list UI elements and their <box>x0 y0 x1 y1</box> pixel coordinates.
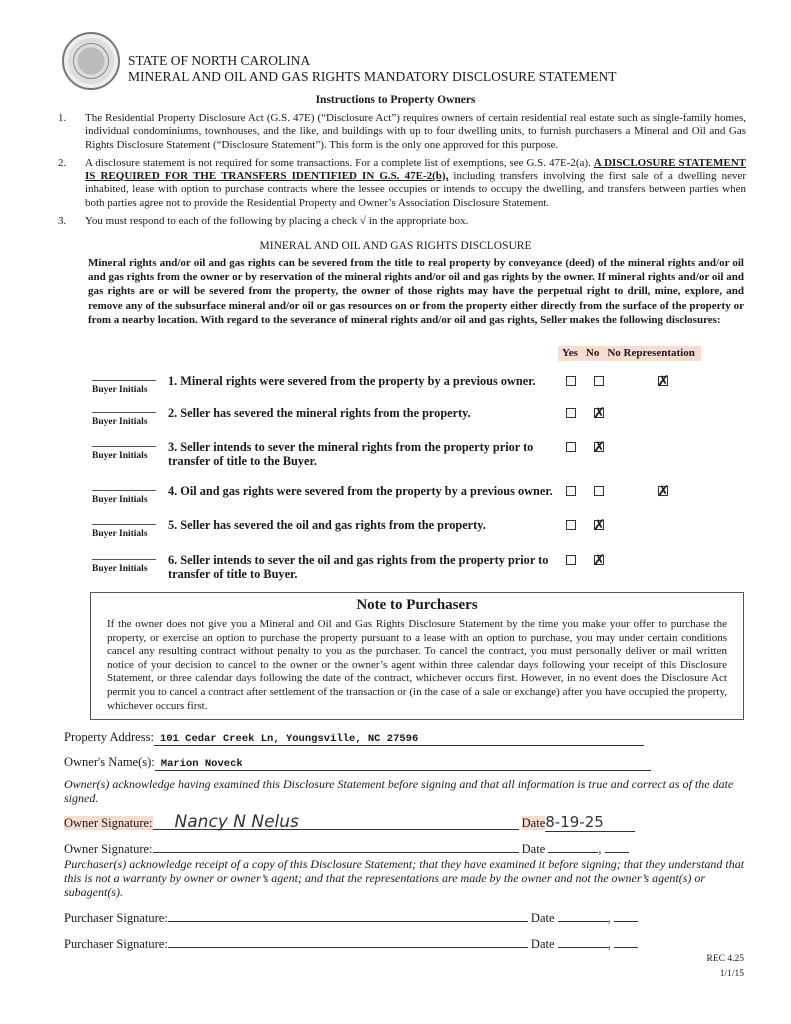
form-footer <box>707 952 744 982</box>
item-text <box>85 157 746 210</box>
buyer-initials-field[interactable]: Buyer Initials <box>92 559 156 574</box>
checkbox-no-rep[interactable] <box>658 442 666 450</box>
state-name: STATE OF NORTH CAROLINA <box>128 53 311 68</box>
item-text-part: A disclosure statement is not required for some transactions. For a complete list of exemptions, see G.S. 47E-2(a). <box>85 156 594 169</box>
checkbox-no-rep[interactable] <box>657 482 670 500</box>
purchaser-signature-1-label: Purchaser Signature: <box>64 911 168 925</box>
owner-name-input[interactable]: Marion Noveck <box>155 758 651 771</box>
owner-2-date-label: Date <box>521 842 546 856</box>
checkbox-no[interactable] <box>594 486 604 496</box>
disclosure-row <box>90 440 750 470</box>
col-no: No <box>585 347 600 359</box>
purchaser-1-date-label: Date <box>530 911 555 925</box>
owner-2-date-input[interactable] <box>548 838 598 853</box>
checkbox-no[interactable] <box>594 376 604 386</box>
checkbox-no-rep[interactable] <box>658 408 666 416</box>
instruction-item <box>58 112 746 152</box>
item-text: The Residential Property Disclosure Act (G.S. 47E) (“Disclosure Act”) requires owners of certain residential real estate such as single-family homes, individual condominiums, townhouses, and the like, and buildings with up to four dwelling units, to furnish purchasers a Mineral and Oil and Gas Rights Disclosure Statement (“Disclosure Statement”). This form is the only one approved for this purpose. <box>85 112 746 151</box>
disclosure-question: 2. Seller has severed the mineral rights from the property. <box>168 406 471 420</box>
checkbox-yes[interactable] <box>566 442 576 452</box>
purchaser-2-date-input[interactable] <box>558 933 608 948</box>
buyer-initials-field[interactable]: Buyer Initials <box>92 524 156 539</box>
owner-signature-2-row: Owner Signature: Date , <box>64 838 629 857</box>
owner-2-year-input[interactable] <box>605 838 629 853</box>
disclosure-paragraph: Mineral rights and/or oil and gas rights can be severed from the title to real property by conveyance (deed) of the mineral rights and/or oil and gas rights from the owner or by reservation of the mineral rights and/or oil and gas rights by the owner. If mineral rights and/or oil and gas rights are or will be severed from the property, the owner of those rights may have the perpetual right to drill, mine, explore, and remove any of the subsurface mineral and/or oil or gas resources on or from the property either directly from the surface of the property or from a nearby location. With regard to the severance of mineral rights and/or oil and gas rights, Seller makes the following disclosures: <box>88 257 744 326</box>
owner-signature-label: Owner Signature: <box>64 816 153 830</box>
check-mark-icon: ✗ <box>593 438 606 456</box>
purchaser-signature-1-row: Purchaser Signature: Date , <box>64 907 638 926</box>
form-number: REC 4.25 <box>706 954 744 964</box>
item-number: 1. <box>58 112 67 124</box>
instructions-list <box>58 112 746 233</box>
check-mark-icon: ✗ <box>657 372 670 390</box>
item-number: 3. <box>58 215 67 228</box>
checkbox-no-rep[interactable] <box>658 555 666 563</box>
disclosure-question: 6. Seller intends to sever the oil and gas rights from the property prior to transfer of title to Buyer. <box>168 553 549 581</box>
item-text: You must respond to each of the following by placing a check √ in the appropriate box. <box>85 215 469 228</box>
document-title: MINERAL AND OIL AND GAS RIGHTS MANDATORY DISCLOSURE STATEMENT <box>128 69 617 84</box>
note-title: Note to Purchasers <box>356 597 478 613</box>
col-yes: Yes <box>562 347 578 359</box>
checkbox-yes[interactable] <box>566 408 576 418</box>
purchaser-2-date-label: Date <box>530 937 555 951</box>
property-address-input[interactable]: 101 Cedar Creek Ln, Youngsville, NC 27596 <box>154 733 644 746</box>
item-text-part: including transfers involving the first sale of a dwelling never inhabited, lease with option to purchase contracts where the lessee occupies or intends to occupy the dwelling, and transfers between parties when both parties agree not to provide the Residential Property and Owner’s Association Disclosure Statement. <box>85 170 746 209</box>
check-mark-icon: ✗ <box>593 404 606 422</box>
disclosure-question: 1. Mineral rights were severed from the property by a previous owner. <box>168 374 536 388</box>
note-text: If the owner does not give you a Mineral and Oil and Gas Rights Disclosure Statement by the time you make your offer to purchase the property, or exercise an option to purchase the property pursuant to a lease with an option to purchase, you may under certain conditions cancel any resulting contract without penalty to you as the purchaser. To cancel the contract, you must personally deliver or mail written notice of your decision to cancel to the owner or the owner’s agent within three calendar days following your receipt of this Disclosure Statement, or three calendar days following the date of the contract, whichever occurs first. However, in no event does the Disclosure Act permit you to cancel a contract after settlement of the transaction or (in the case of a sale or exchange) after you have occupied the property, whichever occurs first. <box>107 618 727 712</box>
north-carolina-seal-icon <box>62 32 120 90</box>
buyer-initials-field[interactable]: Buyer Initials <box>92 490 156 505</box>
disclosure-title: MINERAL AND OIL AND GAS RIGHTS DISCLOSURE <box>259 240 532 252</box>
property-address-field <box>64 730 644 746</box>
checkbox-no-rep[interactable] <box>658 520 666 528</box>
checkbox-yes[interactable] <box>566 520 576 530</box>
item-number: 2. <box>58 156 67 169</box>
property-address-label: Property Address: <box>64 730 154 744</box>
check-mark-icon: ✗ <box>593 516 606 534</box>
purchaser-signature-2-row: Purchaser Signature: Date , <box>64 933 638 952</box>
owner-date-input[interactable]: 8-19-25 <box>545 813 635 832</box>
owner-signature-2-input[interactable] <box>153 838 519 853</box>
purchaser-signature-2-input[interactable] <box>168 933 528 948</box>
owner-name-label: Owner's Name(s): <box>64 755 155 769</box>
purchaser-acknowledgement: Purchaser(s) acknowledge receipt of a copy of this Disclosure Statement; that they have examined it before signing; that they understand that this is not a warranty by owner or owner’s agent; and that the representations are made by the owner and not the owner’s agent(s) or subagent(s). <box>64 857 745 899</box>
purchaser-signature-1-input[interactable] <box>168 907 528 922</box>
note-to-purchasers <box>90 592 744 720</box>
answer-column-headers <box>558 346 701 361</box>
disclosure-row <box>90 484 750 514</box>
instruction-item <box>58 215 746 228</box>
checkbox-no[interactable] <box>593 551 606 569</box>
checkbox-no[interactable] <box>593 404 606 422</box>
purchaser-1-date-input[interactable] <box>558 907 608 922</box>
owner-name-field <box>64 755 651 771</box>
disclosure-row <box>90 374 750 404</box>
checkbox-yes[interactable] <box>566 486 576 496</box>
owner-signature-input[interactable]: Nancy N Nelus <box>153 812 519 830</box>
buyer-initials-field[interactable]: Buyer Initials <box>92 412 156 427</box>
purchaser-2-year-input[interactable] <box>614 933 638 948</box>
form-date: 1/1/15 <box>719 969 744 979</box>
checkbox-yes[interactable] <box>566 376 576 386</box>
owner-acknowledgement: Owner(s) acknowledge having examined this Disclosure Statement before signing and that all information is true and correct as of the date signed. <box>64 777 734 805</box>
disclosure-row <box>90 406 750 436</box>
check-mark-icon: ✗ <box>593 551 606 569</box>
instruction-item <box>58 157 746 210</box>
checkbox-yes[interactable] <box>566 555 576 565</box>
col-no-rep: No Representation <box>607 347 695 359</box>
document-header <box>128 53 616 85</box>
owner-date-label: Date <box>521 816 546 830</box>
owner-signature-row <box>64 812 635 832</box>
required-notice: A DISCLOSURE STATEMENT IS REQUIRED FOR THE TRANSFERS IDENTIFIED IN G.S. 47E-2(b), <box>85 156 746 183</box>
owner-signature-2-label: Owner Signature: <box>64 842 153 856</box>
purchaser-1-year-input[interactable] <box>614 907 638 922</box>
purchaser-signature-2-label: Purchaser Signature: <box>64 937 168 951</box>
buyer-initials-field[interactable]: Buyer Initials <box>92 380 156 395</box>
checkbox-no[interactable] <box>593 516 606 534</box>
disclosure-question: 4. Oil and gas rights were severed from the property by a previous owner. <box>168 484 553 498</box>
instructions-title: Instructions to Property Owners <box>315 94 476 106</box>
checkbox-no-rep[interactable] <box>657 372 670 390</box>
disclosure-row <box>90 553 750 583</box>
check-mark-icon: ✗ <box>657 482 670 500</box>
buyer-initials-field[interactable]: Buyer Initials <box>92 446 156 461</box>
disclosure-row <box>90 518 750 548</box>
checkbox-no[interactable] <box>593 438 606 456</box>
disclosure-question: 3. Seller intends to sever the mineral rights from the property prior to transfer of title to the Buyer. <box>168 440 534 468</box>
disclosure-question: 5. Seller has severed the oil and gas rights from the property. <box>168 518 486 532</box>
